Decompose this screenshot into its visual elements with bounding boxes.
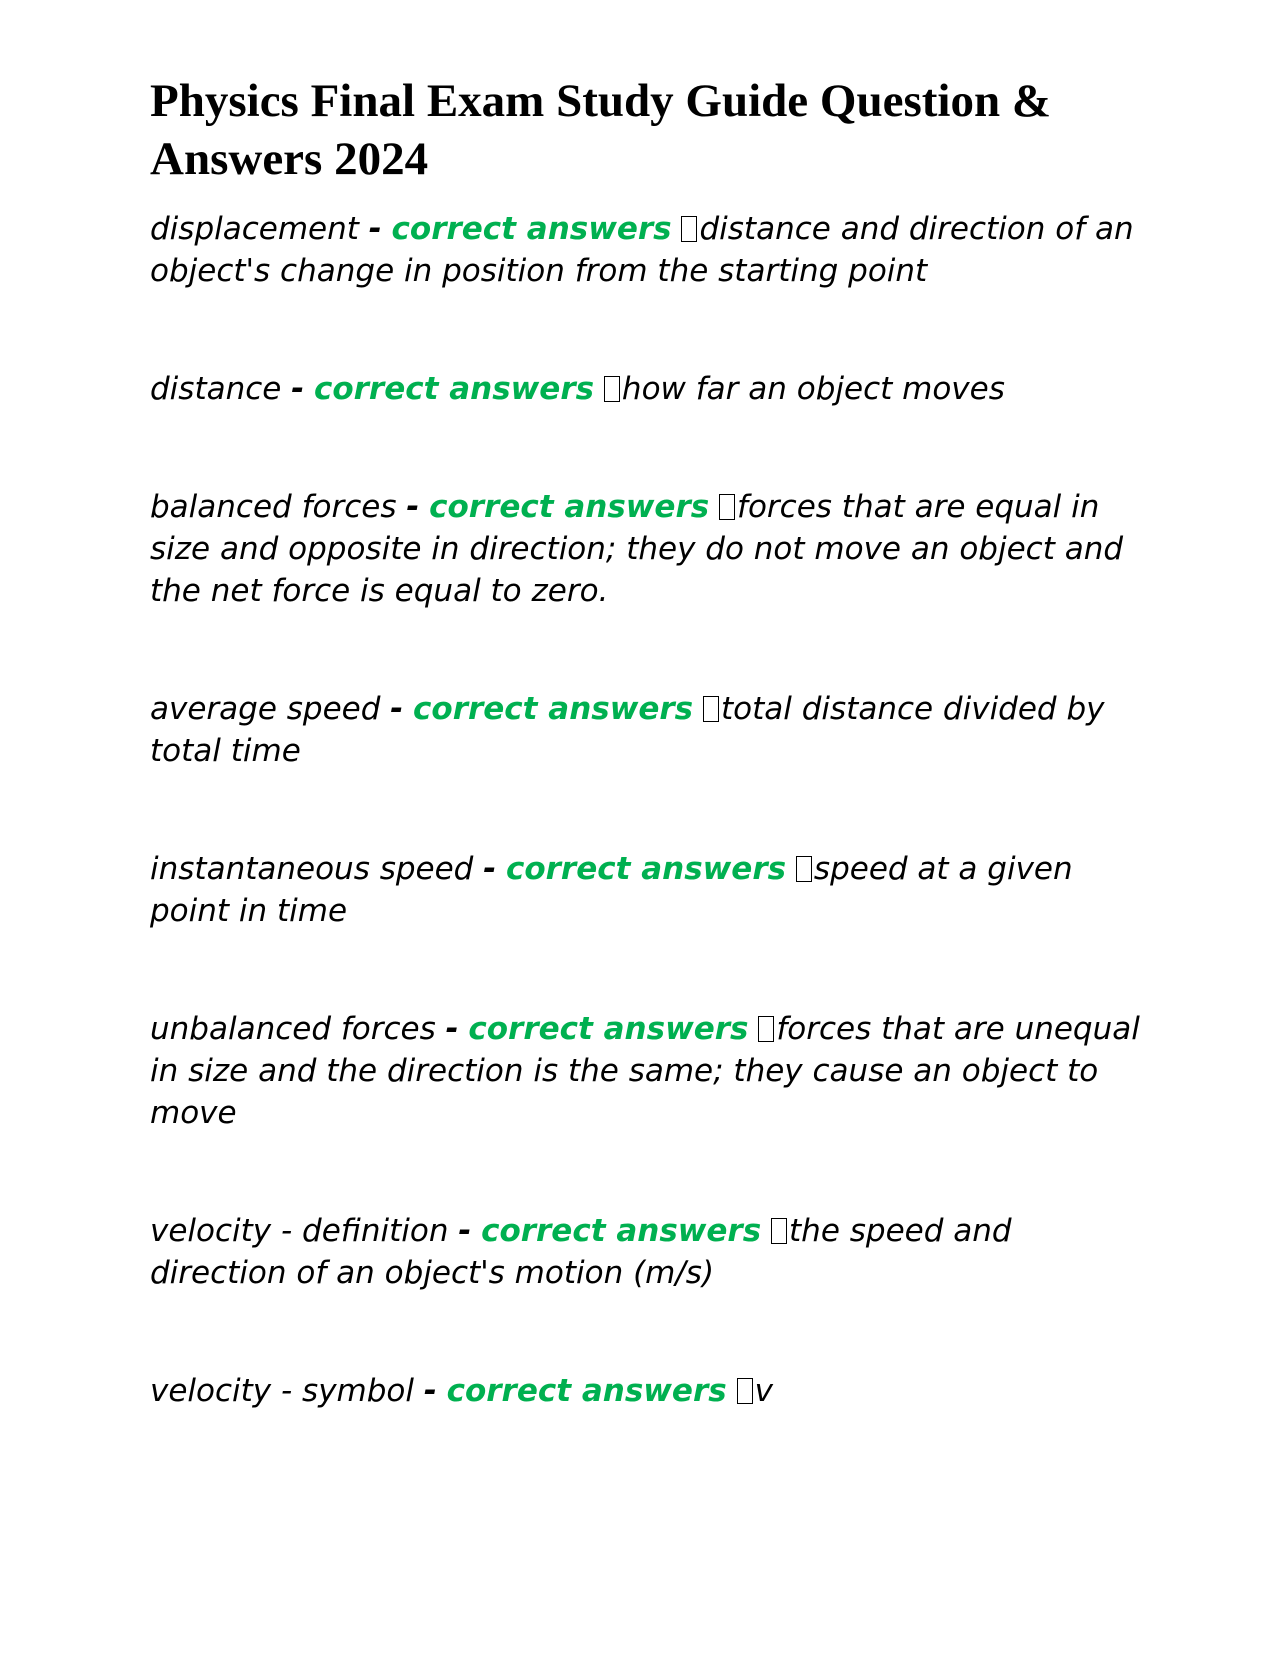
qa-entry-average-speed — [150, 688, 1140, 772]
missing-glyph-box-icon — [737, 1378, 753, 1404]
missing-glyph-box-icon — [681, 216, 697, 242]
correct-answers-label: correct answers — [413, 691, 694, 727]
document-title: Physics Final Exam Study Guide Question & Answers 2024 — [150, 75, 1051, 185]
qa-entry-displacement — [150, 208, 1140, 292]
missing-glyph-box-icon — [771, 1218, 787, 1244]
correct-answers-label: correct answers — [481, 1213, 762, 1249]
entry-term: balanced forces — [150, 489, 397, 525]
entry-definition: v — [754, 1373, 773, 1409]
correct-answers-label: correct answers — [468, 1011, 749, 1047]
missing-glyph-box-icon — [719, 494, 735, 520]
entry-definition: how far an object moves — [621, 371, 1005, 407]
correct-answers-label: correct answers — [446, 1373, 727, 1409]
entry-separator: - — [445, 1011, 459, 1047]
correct-answers-label: correct answers — [505, 851, 787, 887]
entry-separator: - — [423, 1373, 437, 1409]
entry-separator: - — [390, 691, 404, 727]
entry-separator: - — [458, 1213, 472, 1249]
entry-definition: total distance divided by total time — [150, 691, 1105, 769]
qa-entry-balanced-forces — [150, 486, 1140, 612]
missing-glyph-box-icon — [703, 696, 719, 722]
correct-answers-label: correct answers — [391, 211, 672, 247]
entry-term: velocity - symbol — [150, 1373, 414, 1409]
entry-definition: forces that are unequal in size and the direction is the same; they cause an object to move — [150, 1011, 1140, 1131]
entry-term: average speed — [150, 691, 381, 727]
missing-glyph-box-icon — [758, 1016, 774, 1042]
document-page — [150, 72, 1140, 1488]
entry-separator: - — [406, 489, 420, 525]
qa-entry-velocity-definition — [150, 1210, 1140, 1294]
qa-entry-distance — [150, 368, 1140, 410]
entry-definition: distance and direction of an object's change in position from the starting point — [150, 211, 1134, 289]
entry-separator: - — [291, 371, 305, 407]
entry-separator: - — [368, 211, 382, 247]
qa-entry-velocity-symbol — [150, 1370, 1140, 1412]
entry-term: velocity - definition — [150, 1213, 449, 1249]
entry-definition: forces that are equal in size and opposite in direction; they do not move an object and the net force is equal to zero. — [150, 489, 1124, 609]
qa-entry-unbalanced-forces — [150, 1008, 1140, 1134]
correct-answers-label: correct answers — [313, 371, 595, 407]
entry-term: unbalanced forces — [150, 1011, 436, 1047]
correct-answers-label: correct answers — [429, 489, 710, 525]
entry-separator: - — [483, 851, 497, 887]
entry-term: instantaneous speed — [150, 851, 474, 887]
entry-definition: speed at a given point in time — [150, 851, 1073, 929]
qa-entry-instantaneous-speed — [150, 848, 1140, 932]
entry-definition: the speed and direction of an object's motion (m/s) — [150, 1213, 1012, 1291]
entry-term: distance — [150, 371, 282, 407]
entry-term: displacement — [150, 211, 359, 247]
missing-glyph-box-icon — [604, 376, 620, 402]
missing-glyph-box-icon — [796, 856, 812, 882]
